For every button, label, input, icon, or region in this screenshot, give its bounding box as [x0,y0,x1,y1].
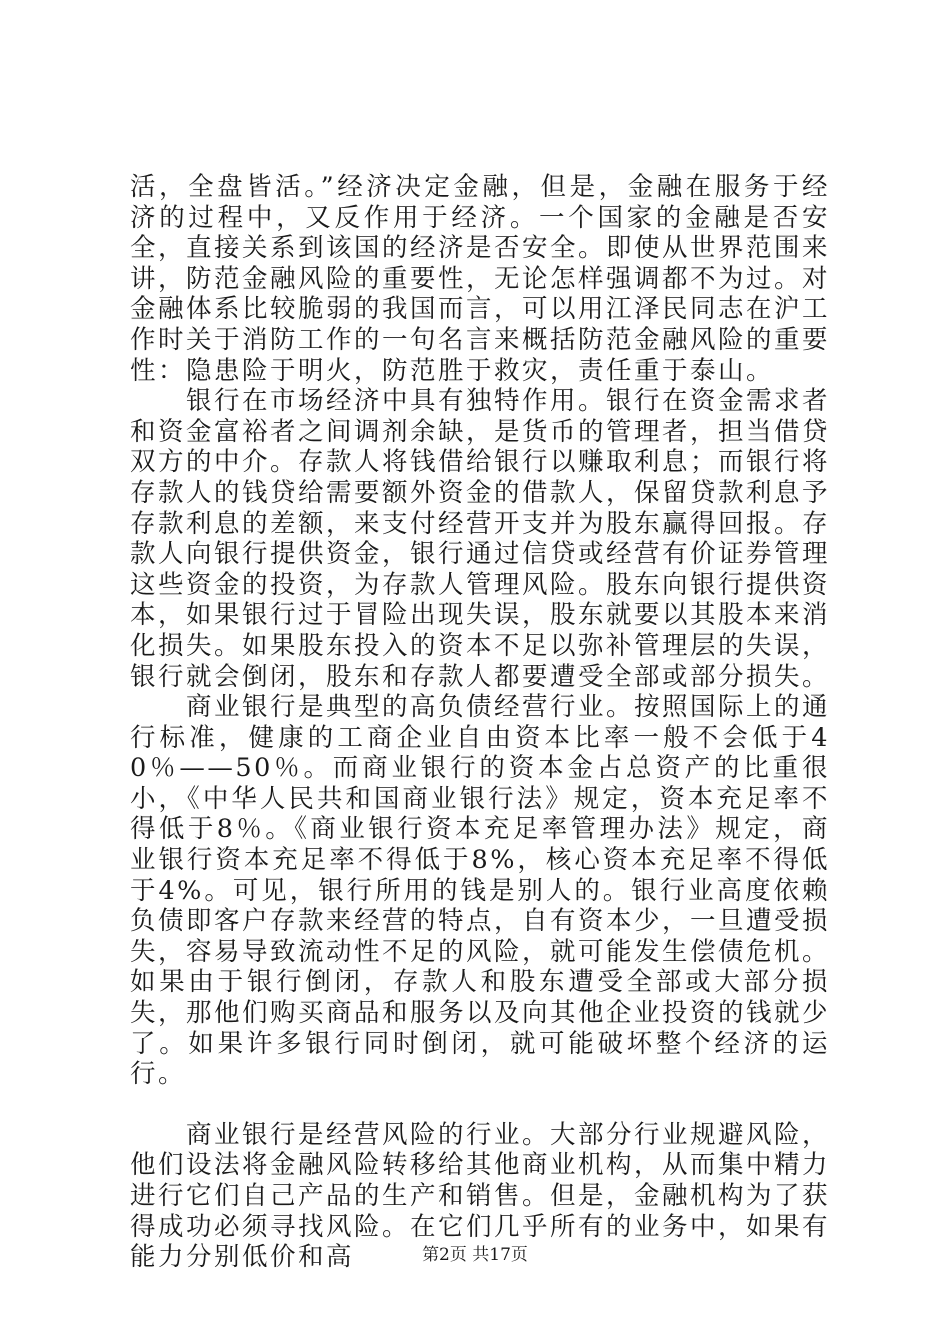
paragraph-continuation: 活，全盘皆活。”经济决定金融，但是，金融在服务于经济的过程中，又反作用于经济。一个国家的金融是否安全，直接关系到该国的经济是否安全。即使从世界范围来讲，防范金融风险的重要性，无论怎样强调都不为过。对金融体系比较脆弱的我国而言，可以用江泽民同志在沪工作时关于消防工作的一句名言来概括防范金融风险的重要性：隐患险于明火，防范胜于救灾，责任重于泰山。 [130,172,831,386]
document-body [130,172,830,1273]
page-footer: 第2页 共17页 [422,1245,528,1265]
paragraph-risk-industry: 商业银行是经营风险的行业。大部分行业规避风险，他们设法将金融风险转移给其他商业机构，从而集中精力进行它们自己产品的生产和销售。但是，金融机构为了获得成功必须寻找风险。在它们几乎所有的业务中，如果有能力分别低价和高 [130,1119,831,1273]
paragraph-bank-role: 银行在市场经济中具有独特作用。银行在资金需求者和资金富裕者之间调剂余缺，是货币的管理者，担当借贷双方的中介。存款人将钱借给银行以赚取利息；而银行将存款人的钱贷给需要额外资金的借款人，保留贷款利息予存款利息的差额，来支付经营开支并为股东赢得回报。存款人向银行提供资金，银行通过信贷或经营有价证券管理这些资金的投资，为存款人管理风险。股东向银行提供资本，如果银行过于冒险出现失误，股东就要以其股本来消化损失。如果股东投入的资本不足以弥补管理层的失误，银行就会倒闭，股东和存款人都要遭受全部或部分损失。 [130,386,831,692]
paragraph-high-leverage: 商业银行是典型的高负债经营行业。按照国际上的通行标准，健康的工商企业自由资本比率一般不会低于40％——50％。而商业银行的资本金占总资产的比重很小，《中华人民共和国商业银行法》规定，资本充足率不得低于8％。《商业银行资本充足率管理办法》规定，商业银行资本充足率不得低于8%，核心资本充足率不得低于4%。可见，银行所用的钱是别人的。银行业高度依赖负债即客户存款来经营的特点，自有资本少，一旦遭受损失，容易导致流动性不足的风险，就可能发生偿债危机。如果由于银行倒闭，存款人和股东遭受全部或大部分损失，那他们购买商品和服务以及向其他企业投资的钱就少了。如果许多银行同时倒闭，就可能破坏整个经济的运行。 [130,692,831,1090]
